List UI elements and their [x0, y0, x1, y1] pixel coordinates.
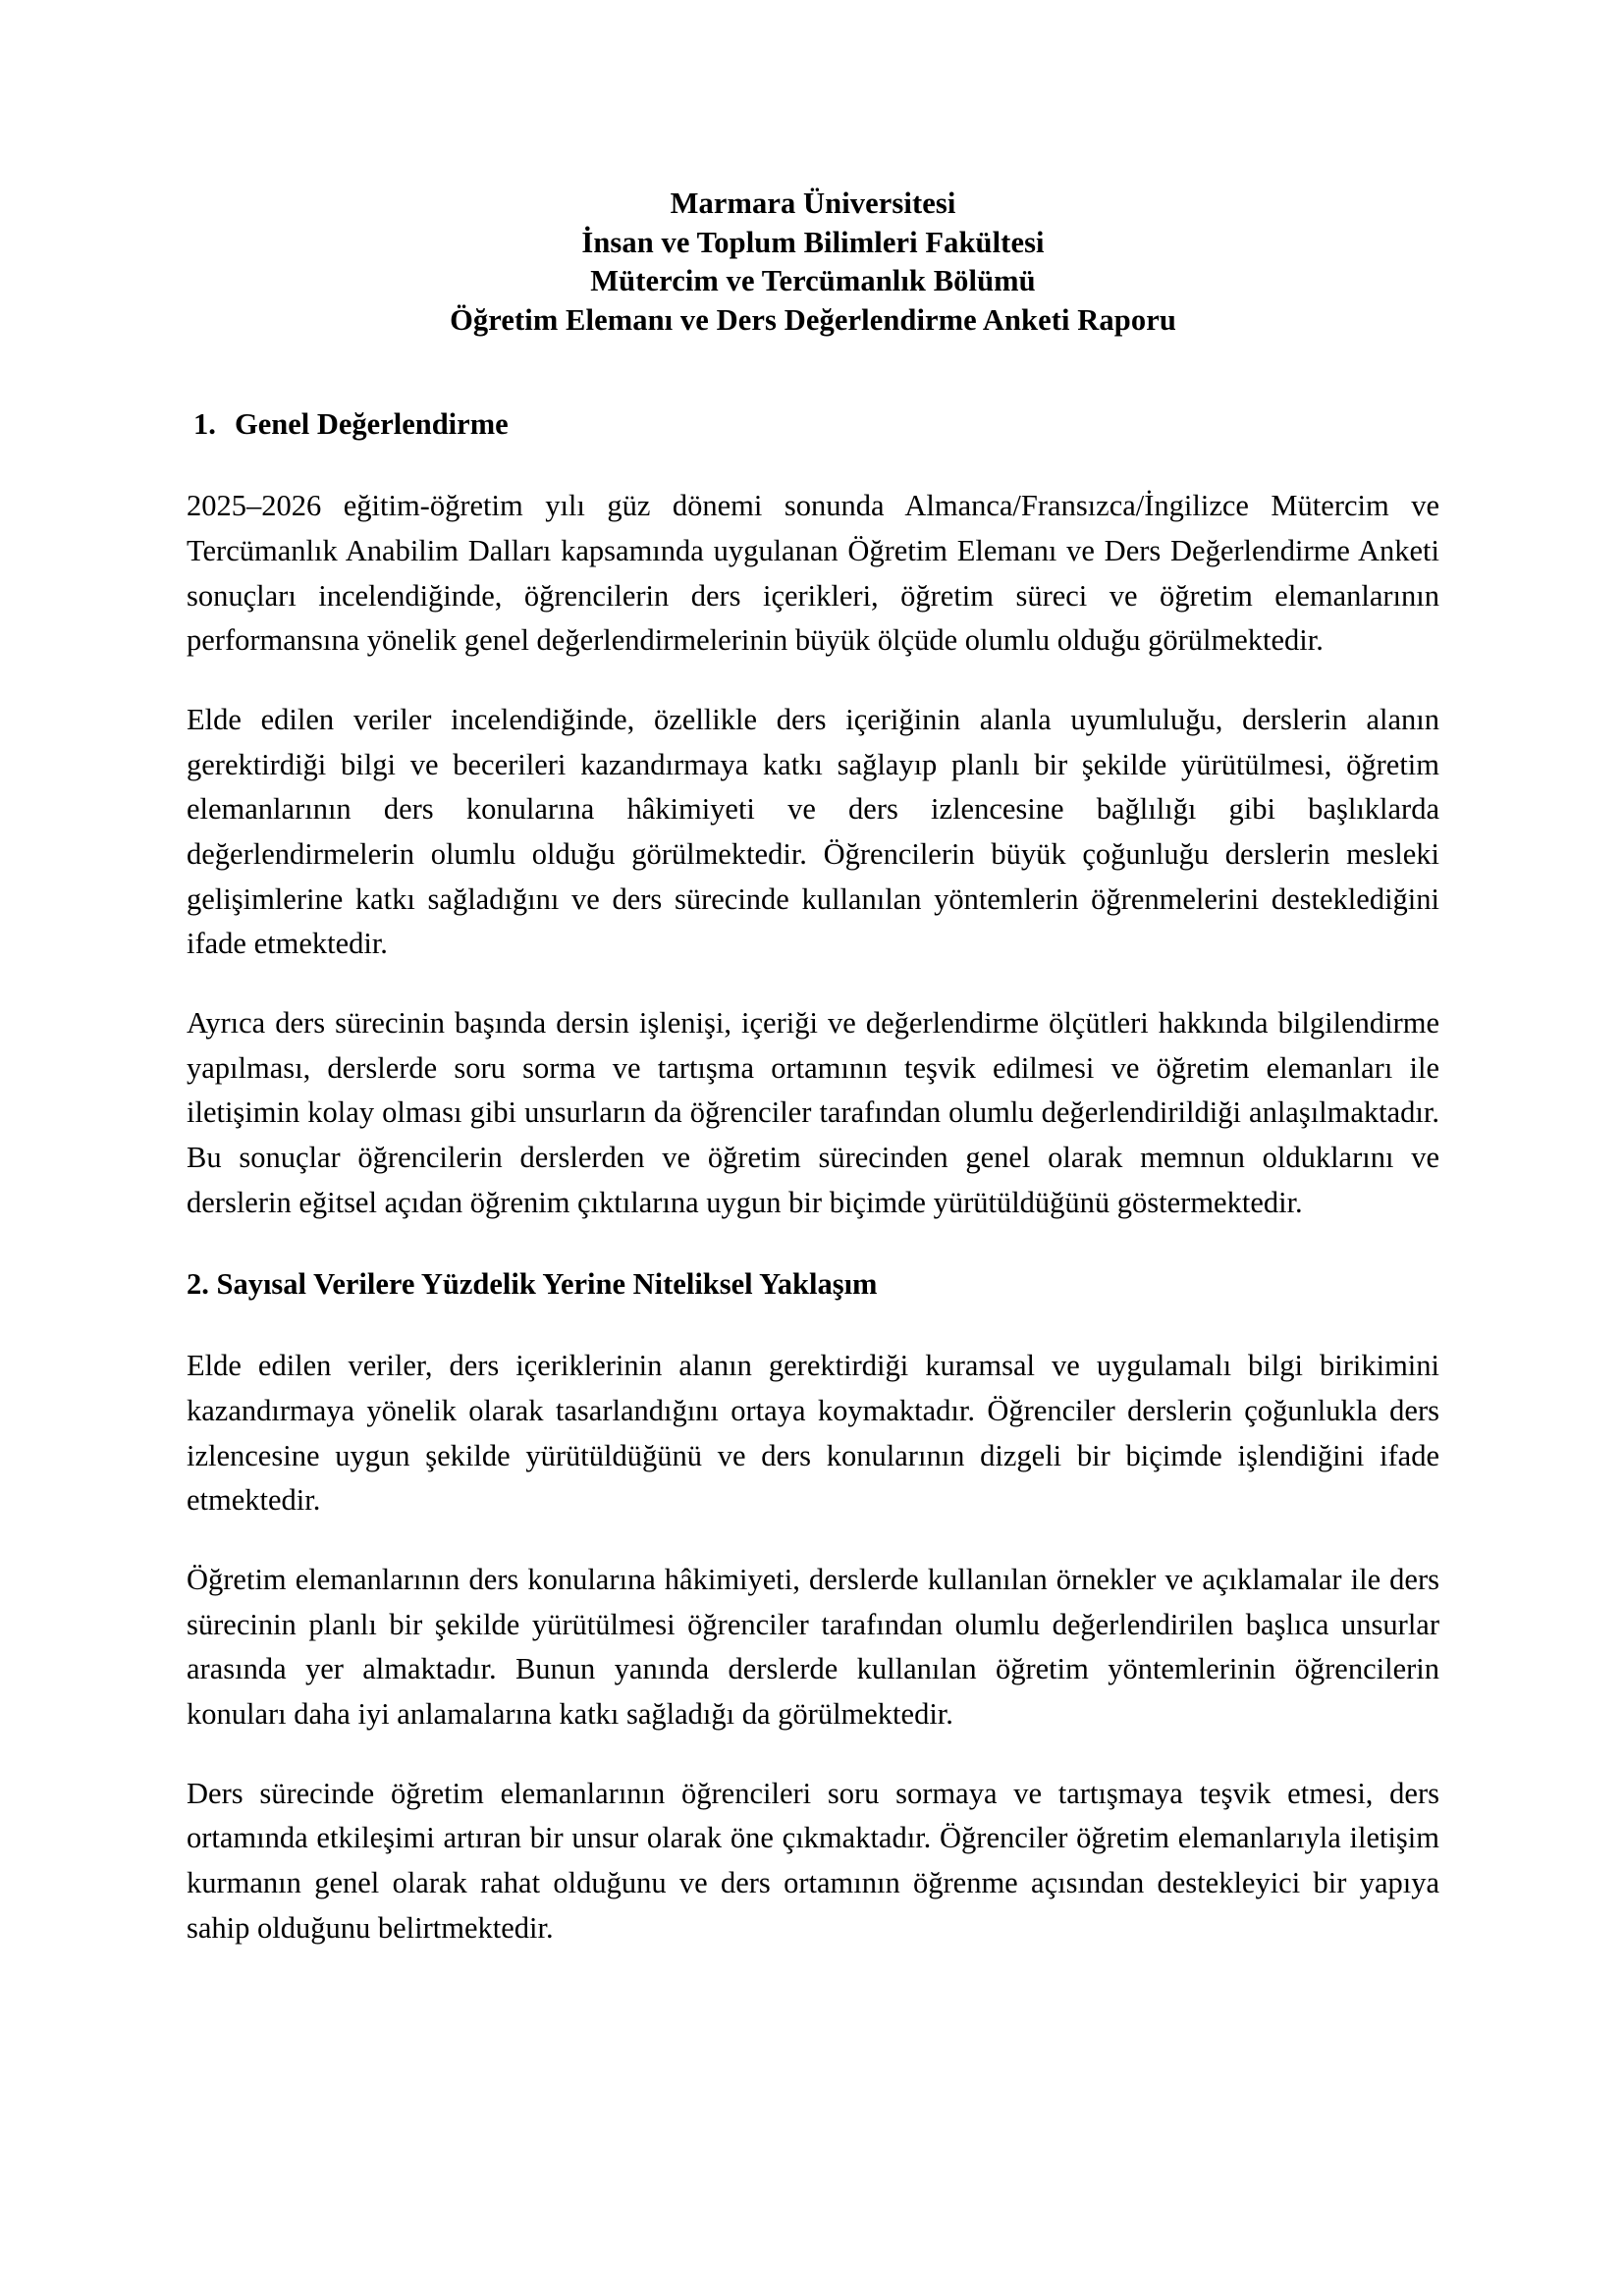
title-line-university: Marmara Üniversitesi	[670, 187, 956, 220]
section-2-paragraph-2: Öğretim elemanlarının ders konularına hâkimiyeti, derslerde kullanılan örnekler ve açıklamalar ile ders sürecinin planlı bir şekilde yürütülmesi öğrenciler tarafından olumlu değerlendirilen başlıca unsurlar arasında yer almaktadır. Bunun yanında derslerde kullanılan öğretim yöntemlerinin öğrencilerin konuları daha iyi anlamalarına katkı sağladığı da görülmektedir.	[187, 1562, 1439, 1731]
title-line-faculty: İnsan ve Toplum Bilimleri Fakültesi	[581, 225, 1045, 259]
section-1-number: 1.	[193, 406, 216, 441]
section-2-paragraph-1: Elde edilen veriler, ders içeriklerinin alanın gerektirdiği kuramsal ve uygulamalı bilgi birikimini kazandırmaya yönelik olarak tasarlandığını ortaya koymaktadır. Öğrenciler derslerin çoğunlukla ders izlencesine uygun şekilde yürütüldüğünü ve ders konularının dizgeli bir biçimde işlendiğini ifade etmektedir.	[187, 1349, 1439, 1518]
section-1-heading-label: Genel Değerlendirme	[235, 406, 509, 441]
section-1-paragraph-2: Elde edilen veriler incelendiğinde, özellikle ders içeriğinin alanla uyumluluğu, derslerin alanın gerektirdiği bilgi ve becerileri kazandırmaya katkı sağlayıp planlı bir şekilde yürütülmesi, öğretim elemanlarının ders konularına hâkimiyeti ve ders izlencesine bağlılığı gibi başlıklarda değerlendirmelerin olumlu olduğu görülmektedir. Öğrencilerin büyük çoğunluğu derslerin mesleki gelişimlerine katkı sağladığını ve ders sürecinde kullanılan yöntemlerin öğrenmelerini desteklediğini ifade etmektedir.	[187, 702, 1439, 961]
title-line-department: Mütercim ve Tercümanlık Bölümü	[590, 264, 1036, 298]
section-1-paragraph-3: Ayrıca ders sürecinin başında dersin işlenişi, içeriği ve değerlendirme ölçütleri hakkında bilgilendirme yapılması, derslerde soru sorma ve tartışma ortamının teşvik edilmesi ve öğretim elemanları ile iletişimin kolay olması gibi unsurların da öğrenciler tarafından olumlu değerlendirildiği anlaşılmaktadır. Bu sonuçlar öğrencilerin derslerden ve öğretim sürecinden genel olarak memnun olduklarını ve derslerin eğitsel açıdan öğrenim çıktılarına uygun bir biçimde yürütüldüğünü göstermektedir.	[187, 1006, 1439, 1219]
section-1-heading	[187, 405, 1439, 445]
section-2-heading: 2. Sayısal Verilere Yüzdelik Yerine Niteliksel Yaklaşım	[187, 1266, 878, 1301]
document-title-block	[187, 0, 1439, 341]
document-content	[187, 0, 1439, 1950]
section-2-paragraph-3: Ders sürecinde öğretim elemanlarının öğrencileri soru sormaya ve tartışmaya teşvik etmesi, ders ortamında etkileşimi artıran bir unsur olarak öne çıkmaktadır. Öğrenciler öğretim elemanlarıyla iletişim kurmanın genel olarak rahat olduğunu ve ders ortamının öğrenme açısından destekleyici bir yapıya sahip olduğunu belirtmektedir.	[187, 1776, 1439, 1945]
title-line-report-name: Öğretim Elemanı ve Ders Değerlendirme Anketi Raporu	[450, 302, 1176, 337]
section-1-paragraph-1: 2025–2026 eğitim-öğretim yılı güz dönemi sonunda Almanca/Fransızca/İngilizce Mütercim ve Tercümanlık Anabilim Dalları kapsamında uygulanan Öğretim Elemanı ve Ders Değerlendirme Anketi sonuçları incelendiğinde, öğrencilerin ders içerikleri, öğretim süreci ve öğretim elemanlarının performansına yönelik genel değerlendirmelerinin büyük ölçüde olumlu olduğu görülmektedir.	[187, 489, 1439, 658]
